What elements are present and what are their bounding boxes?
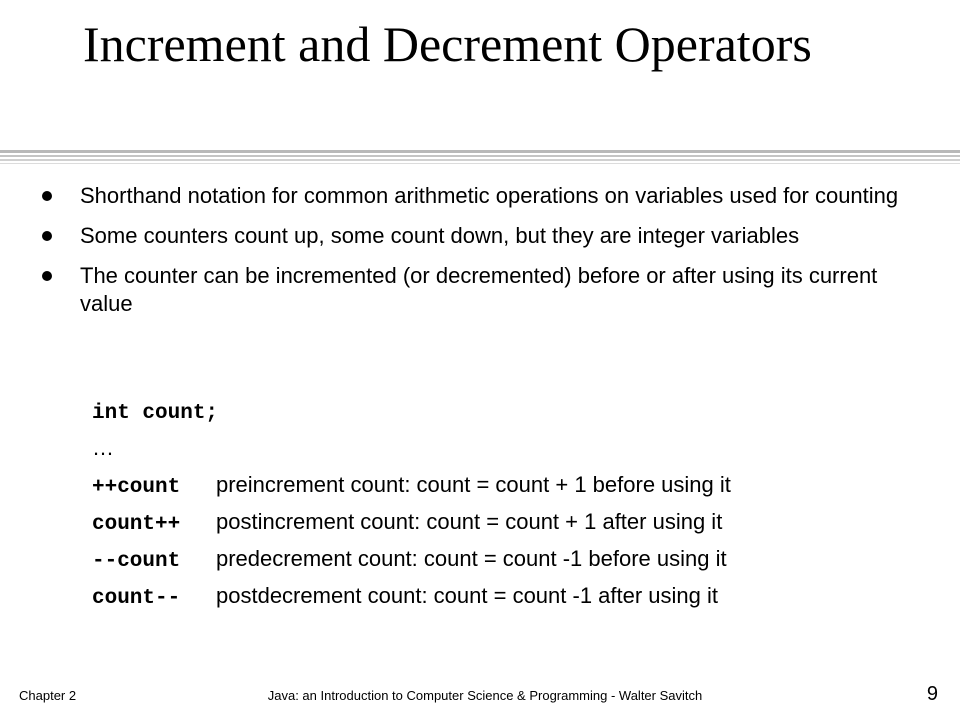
- footer-chapter: Chapter 2: [19, 688, 77, 703]
- bullet-item: [0, 262, 930, 318]
- slide-footer: [0, 683, 960, 714]
- operator-row-preincrement: [92, 466, 952, 503]
- bullet-text: The counter can be incremented (or decremented) before or after using its current value: [80, 263, 878, 316]
- bullet-dot-icon: [42, 191, 52, 201]
- bullet-text: Shorthand notation for common arithmetic operations on variables used for counting: [80, 183, 899, 208]
- operator-description: postincrement count: count = count + 1 after using it: [216, 509, 723, 534]
- title-divider: [0, 150, 960, 170]
- operator-row-predecrement: [92, 540, 952, 577]
- code-example: [92, 392, 952, 614]
- code-ellipsis-line: [92, 429, 952, 466]
- operator-code: --count: [92, 550, 181, 573]
- operator-description: preincrement count: count = count + 1 before using it: [216, 472, 731, 497]
- operator-row-postdecrement: [92, 577, 952, 614]
- code-declaration-line: [92, 392, 952, 429]
- operator-code: ++count: [92, 476, 181, 499]
- operator-code: count++: [92, 513, 181, 536]
- operator-description: postdecrement count: count = count -1 after using it: [216, 583, 719, 608]
- footer-course-title: Java: an Introduction to Computer Science & Programming - Walter Savitch: [267, 688, 703, 703]
- page-number: 9: [926, 683, 938, 705]
- operator-row-postincrement: [92, 503, 952, 540]
- bullet-item: [0, 222, 930, 250]
- bullet-list: [0, 182, 960, 330]
- operator-description: predecrement count: count = count -1 before using it: [216, 546, 727, 571]
- bullet-text: Some counters count up, some count down, but they are integer variables: [80, 223, 800, 248]
- slide-title: Increment and Decrement Operators: [83, 16, 812, 72]
- bullet-dot-icon: [42, 231, 52, 241]
- code-declaration: int count;: [92, 402, 219, 425]
- code-ellipsis: …: [92, 435, 114, 460]
- bullet-dot-icon: [42, 271, 52, 281]
- operator-code: count--: [92, 587, 181, 610]
- bullet-item: [0, 182, 930, 210]
